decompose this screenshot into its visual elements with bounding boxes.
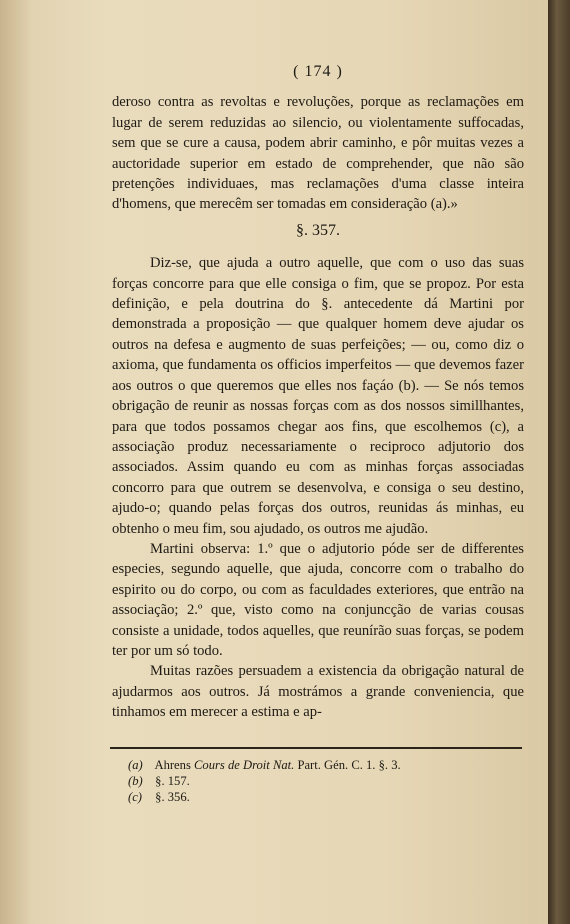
- book-edge: [548, 0, 570, 924]
- section-heading: §. 357.: [296, 221, 340, 239]
- paragraph-4: Muitas razões persuadem a existencia da obrigação natural de ajudarmos aos outros. Já mostrámos a grande conveniencia, que tinhamos em merecer a estima e ap-: [112, 663, 524, 721]
- paragraph-3: Martini observa: 1.º que o adjutorio póde ser de differentes especies, segundo aquelle, que ajuda, concorre com o trabalho do espirito ou do corpo, ou com as faculdades exteriores, que entrão na associação; 2.º que, visto como na conjuncção de varias cousas consiste a unidade, todos aquelles, que reunírão suas forças, se podem ter por um só todo.: [112, 540, 524, 659]
- footnote-ref: Part. Gén. C. 1. §. 3.: [297, 757, 401, 772]
- footnote-mark: (c): [128, 789, 142, 804]
- page-number: ( 174 ): [293, 63, 343, 80]
- footnote-c: [128, 789, 524, 805]
- footnote-author: Ahrens: [154, 757, 191, 772]
- footnotes: [112, 757, 524, 805]
- footnote-mark: (a): [128, 757, 143, 772]
- footnote-title: Cours de Droit Nat.: [194, 757, 295, 772]
- footnote-a: [128, 757, 524, 773]
- footnote-mark: (b): [128, 773, 143, 788]
- paragraph-1: deroso contra as revoltas e revoluções, porque as reclamações em lugar de serem reduzidas ao silencio, ou violentamente suffocadas, sem que se cure a causa, podem abrir caminho, e pôr muitas vezes a auctoridade superior em estado de comprehender, que não são pretenções individuaes, mas reclamações d'uma classe inteira d'homens, que merecêm ser tomadas em consideração (a).»: [112, 94, 524, 213]
- footnote-ref: §. 356.: [155, 789, 190, 804]
- page-text: [112, 62, 524, 805]
- paragraph-2: Diz-se, que ajuda a outro aquelle, que com o uso das suas forças concorre para que elle consiga o fim, que se propoz. Por esta definição, e pela doutrina do §. antecedente dá Martini por demonstrada a proposição — que qualquer homem deve ajudar os outros na defesa e augmento de suas perfeições; — ou, como diz o axioma, que fundamenta os officios imperfeitos — que devemos fazer aos outros o que queremos que elles nos façáo (b). — Se nós temos obrigação de reunir as nossas forças com as dos nossos simillhantes, para que todos possamos chegar aos fins, que escolhemos (c), a associação produz necessariamente o reciproco adjutorio dos associados. Assim quando eu com as minhas forças associadas concorro para que outrem se desenvolva, e consiga o seu destino, ajudo-o; quando pelas forças dos outros, reunidas ás minhas, eu obtenho o meu fim, sou ajudado, os outros me ajudão.: [112, 255, 524, 537]
- footnote-rule: [110, 747, 522, 749]
- footnote-ref: §. 157.: [155, 773, 190, 788]
- footnote-b: [128, 773, 524, 789]
